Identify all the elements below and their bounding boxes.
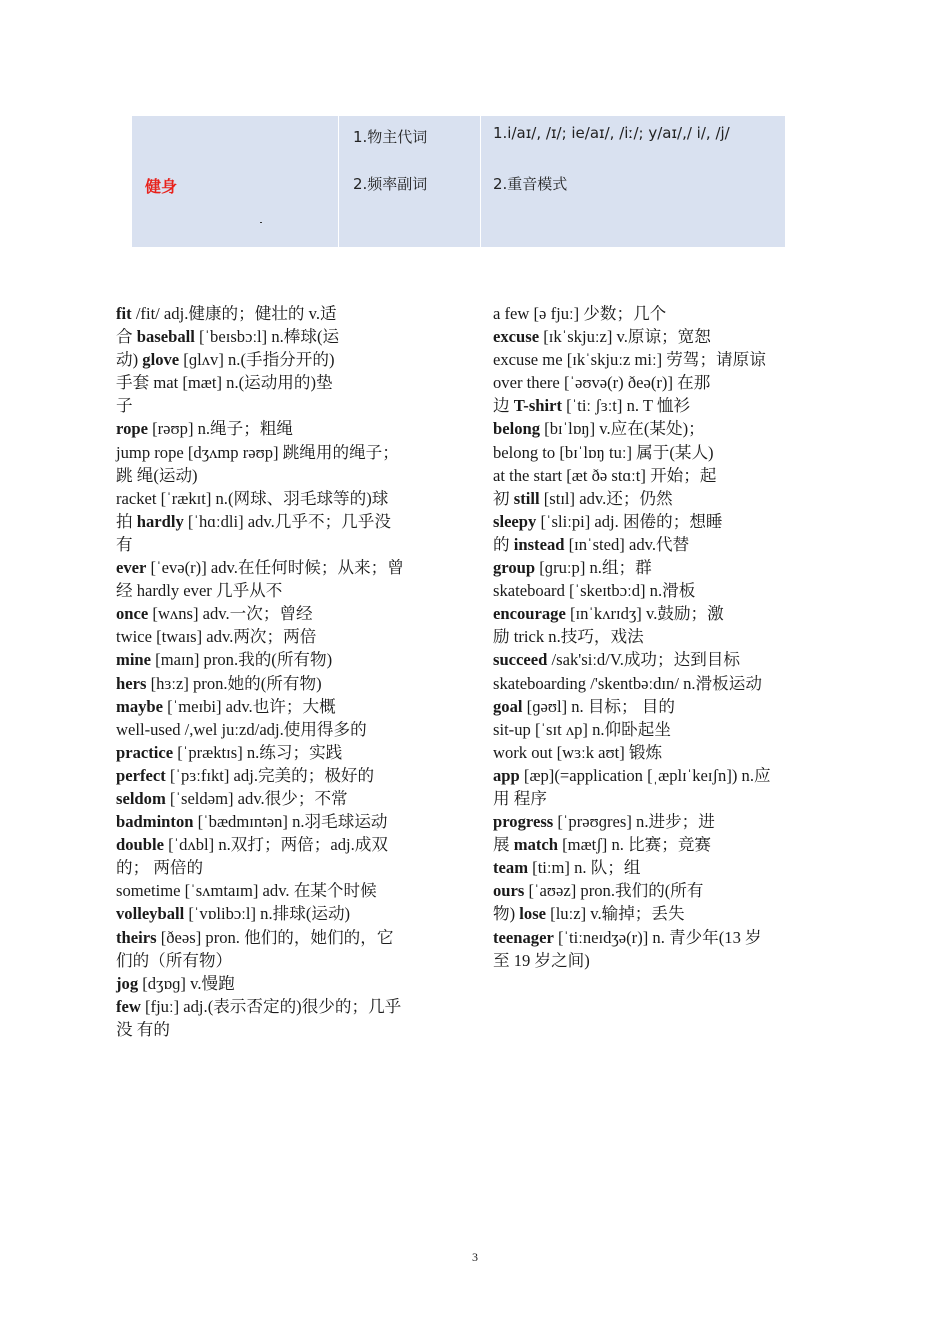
- definition: [mætʃ] n. 比赛；竞赛: [558, 835, 712, 855]
- definition: over there [ˈəʊvə(r) ðeə(r)] 在那: [493, 373, 711, 393]
- vocab-entry: [116, 833, 446, 879]
- vocab-entry: [116, 695, 446, 718]
- definition: excuse me [ɪkˈskjuːz miː] 劳驾；请原谅: [493, 350, 766, 370]
- vocab-line: [116, 466, 198, 485]
- definition: 的: [493, 534, 514, 554]
- definition: [æp](=application [ˌæplɪˈkeɪʃn]) n.应: [519, 765, 771, 785]
- definition: [ˈaʊəz] pron.我们的(所有: [524, 881, 704, 901]
- definition: jump rope [dʒʌmp rəʊp] 跳绳用的绳子；: [116, 442, 399, 462]
- vocab-line: [493, 327, 711, 346]
- vocab-line: [493, 489, 514, 508]
- headword: hardly: [136, 511, 184, 531]
- phonics-item: 1.i/aɪ/, /ɪ/; ie/aɪ/, /iː/; y/aɪ/,/ i/, /j/: [493, 124, 730, 142]
- vocab-line: [519, 904, 684, 923]
- headword: maybe: [116, 696, 164, 716]
- headword: group: [493, 558, 536, 578]
- vocab-line: [116, 443, 399, 462]
- definition: racket [ˈrækɪt] n.(网球、羽毛球等的)球: [116, 488, 389, 508]
- vocab-line: [116, 1020, 170, 1039]
- definition: twice [twaɪs] adv.两次；两倍: [116, 627, 317, 647]
- definition: well-used /,wel juːzd/adj.使用得多的: [116, 719, 367, 739]
- grammar-cell: [338, 116, 480, 247]
- vocab-line: [116, 627, 316, 646]
- vocab-line: [493, 697, 675, 716]
- vocab-entry: [493, 417, 819, 440]
- vocab-column-left: [116, 302, 446, 1041]
- definition: 有: [116, 534, 133, 554]
- vocab-line: [116, 951, 232, 970]
- definition: [maɪn] pron.我的(所有物): [151, 650, 333, 670]
- vocab-line: [493, 928, 762, 947]
- headword: app: [493, 765, 520, 785]
- phonics-item: 2.重音模式: [493, 175, 568, 193]
- headword: instead: [513, 534, 565, 554]
- topic-table: [132, 116, 785, 247]
- vocab-entry: [116, 487, 446, 556]
- vocab-entry: [493, 441, 819, 464]
- headword: teenager: [493, 927, 554, 947]
- definition: [ðeəs] pron. 他们的，她们的，它: [156, 927, 394, 947]
- vocab-line: [493, 627, 644, 646]
- definition: [ɪkˈskjuːz] v.原谅；宽恕: [539, 327, 711, 347]
- headword: still: [513, 488, 540, 508]
- definition: [ˈhɑːdli] adv.几乎不；几乎没: [183, 511, 391, 531]
- vocab-entry: [116, 764, 446, 787]
- vocab-entry: [116, 972, 446, 995]
- headword: team: [493, 858, 529, 878]
- vocab-entry: [116, 902, 446, 925]
- definition: [ɡruːp] n.组；群: [535, 558, 652, 578]
- definition: [ˈbeɪsbɔːl] n.棒球(运: [194, 327, 340, 347]
- vocab-line: [116, 304, 337, 323]
- vocab-entry: [116, 787, 446, 810]
- definition: [ˈvɒlibɔːl] n.排球(运动): [184, 904, 351, 924]
- vocab-entry: [493, 302, 819, 325]
- headword: volleyball: [116, 904, 185, 924]
- vocab-line: [514, 396, 690, 415]
- headword: few: [116, 996, 141, 1016]
- vocab-entry: [493, 648, 819, 671]
- vocab-column-right: [493, 302, 819, 972]
- vocab-entry: [493, 695, 819, 718]
- definition: [dʒɒɡ] v.慢跑: [138, 973, 235, 993]
- definition: 子: [116, 396, 133, 416]
- definition: 没 有的: [116, 1019, 170, 1039]
- vocab-entry: [116, 648, 446, 671]
- vocab-line: [116, 327, 137, 346]
- headword: excuse: [493, 327, 540, 347]
- page-number: 3: [472, 1250, 478, 1264]
- definition: 励 trick n.技巧，戏法: [493, 627, 644, 647]
- definition: [ˈsliːpi] adj. 困倦的；想睡: [536, 511, 723, 531]
- vocab-line: [493, 443, 714, 462]
- vocab-entry: [493, 556, 819, 579]
- vocab-line: [493, 743, 662, 762]
- vocab-entry: [493, 879, 819, 925]
- vocab-line: [116, 858, 203, 877]
- vocab-line: [493, 419, 705, 438]
- headword: practice: [116, 742, 174, 762]
- vocab-entry: [493, 926, 819, 972]
- headword: seldom: [116, 788, 166, 808]
- vocab-entry: [493, 579, 819, 602]
- definition: [ˈbædmɪntən] n.羽毛球运动: [193, 812, 388, 832]
- headword: rope: [116, 419, 148, 439]
- vocab-line: [493, 604, 724, 623]
- definition: skateboard [ˈskeɪtbɔːd] n.滑板: [493, 581, 696, 601]
- vocab-entry: [493, 764, 819, 810]
- vocab-line: [116, 720, 367, 739]
- headword: hers: [116, 673, 147, 693]
- vocab-line: [116, 928, 393, 947]
- vocab-entry: [116, 741, 446, 764]
- phonics-cell: [480, 116, 785, 247]
- vocab-line: [116, 812, 388, 831]
- definition: 物): [493, 904, 520, 924]
- definition: 跳 绳(运动): [116, 465, 198, 485]
- vocab-entry: [116, 441, 446, 487]
- vocab-entry: [116, 417, 446, 440]
- small-mark: [260, 222, 262, 223]
- vocab-entry: [116, 625, 446, 648]
- vocab-line: [116, 650, 332, 669]
- definition: [fjuː] adj.(表示否定的)很少的；几乎: [140, 996, 402, 1016]
- headword: glove: [142, 350, 180, 370]
- vocab-entry: [116, 926, 446, 972]
- definition: at the start [æt ðə stɑːt] 开始；起: [493, 465, 717, 485]
- definition: [luːz] v.输掉；丢失: [546, 904, 685, 924]
- vocab-line: [137, 512, 391, 531]
- headword: ours: [493, 881, 525, 901]
- definition: [ˈmeɪbi] adv.也许；大概: [163, 696, 336, 716]
- topic-cell: [132, 116, 338, 247]
- vocab-line: [514, 835, 711, 854]
- headword: encourage: [493, 604, 566, 624]
- headword: T-shirt: [513, 396, 563, 416]
- vocab-entry: [116, 672, 446, 695]
- headword: baseball: [136, 327, 195, 347]
- vocab-line: [116, 881, 377, 900]
- vocab-line: [116, 997, 401, 1016]
- headword: double: [116, 835, 164, 855]
- definition: skateboarding /'skentbəːdɪn/ n.滑板运动: [493, 673, 762, 693]
- vocab-line: [493, 466, 716, 485]
- vocab-line: [116, 581, 282, 600]
- definition: 手套 mat [mæt] n.(运动用的)垫: [116, 373, 333, 393]
- vocab-entry: [116, 302, 446, 417]
- vocab-line: [493, 812, 715, 831]
- vocab-line: [116, 974, 235, 993]
- vocab-line: [116, 766, 374, 785]
- vocab-entry: [116, 995, 446, 1041]
- vocab-entry: [493, 810, 819, 856]
- definition: [ˈtiː ʃɜːt] n. T 恤衫: [562, 396, 691, 416]
- definition: 边: [493, 396, 514, 416]
- vocab-line: [137, 327, 339, 346]
- headword: progress: [493, 812, 554, 832]
- definition: sometime [ˈsʌmtaɪm] adv. 在某个时候: [116, 881, 377, 901]
- vocab-line: [493, 789, 547, 808]
- vocab-line: [116, 396, 133, 415]
- definition: [stɪl] adv.还；仍然: [539, 488, 673, 508]
- vocab-entry: [116, 879, 446, 902]
- definition: 合: [116, 327, 137, 347]
- vocab-line: [493, 581, 695, 600]
- vocab-entry: [493, 741, 819, 764]
- definition: [ˈseldəm] adv.很少；不常: [165, 788, 348, 808]
- vocab-line: [116, 743, 342, 762]
- definition: [ɪnˈsted] adv.代替: [564, 534, 690, 554]
- definition: 展: [493, 835, 514, 855]
- headword: succeed: [493, 650, 548, 670]
- definition: 拍: [116, 511, 137, 531]
- definition: [tiːm] n. 队；组: [528, 858, 641, 878]
- vocab-entry: [493, 348, 819, 371]
- vocab-line: [493, 396, 514, 415]
- vocab-line: [142, 350, 334, 369]
- vocab-line: [493, 558, 652, 577]
- definition: belong to [bɪˈlɒŋ tuː] 属于(某人): [493, 442, 714, 462]
- vocab-line: [116, 558, 404, 577]
- headword: lose: [519, 904, 547, 924]
- grammar-item: 1.物主代词: [353, 128, 428, 146]
- headword: fit: [116, 304, 132, 323]
- vocab-line: [116, 419, 293, 438]
- headword: goal: [493, 696, 523, 716]
- definition: [ˈevə(r)] adv.在任何时候；从来；曾: [146, 558, 404, 578]
- vocab-line: [493, 766, 771, 785]
- definition: a few [ə fjuː] 少数；几个: [493, 304, 667, 323]
- definition: [rəʊp] n.绳子；粗绳: [147, 419, 294, 439]
- vocab-entry: [493, 856, 819, 879]
- grammar-item: 2.频率副词: [353, 175, 428, 193]
- vocab-line: [116, 373, 333, 392]
- vocab-line: [493, 535, 514, 554]
- vocab-entry: [493, 602, 819, 648]
- definition: [ˈpɜːfɪkt] adj.完美的；极好的: [165, 765, 375, 785]
- definition: [ˈdʌbl] n.双打；两倍；adj.成双: [163, 835, 388, 855]
- vocab-entry: [116, 602, 446, 625]
- definition: [ɡlʌv] n.(手指分开的): [179, 350, 335, 370]
- vocab-entry: [493, 718, 819, 741]
- definition: /fit/ adj.健康的；健壮的 v.适: [131, 304, 337, 323]
- headword: once: [116, 604, 149, 624]
- vocab-entry: [493, 464, 819, 510]
- vocab-line: [493, 904, 519, 923]
- definition: 经 hardly ever 几乎从不: [116, 581, 283, 601]
- vocab-line: [514, 489, 673, 508]
- vocab-line: [493, 835, 514, 854]
- headword: ever: [116, 558, 147, 578]
- vocab-line: [116, 535, 133, 554]
- definition: work out [wɜːk aʊt] 锻炼: [493, 742, 663, 762]
- vocab-line: [493, 512, 723, 531]
- definition: [hɜːz] pron.她的(所有物): [146, 673, 322, 693]
- topic-title: 健身: [145, 177, 178, 196]
- vocab-entry: [116, 810, 446, 833]
- definition: [ɡəʊl] n. 目标； 目的: [522, 696, 675, 716]
- definition: 至 19 岁之间): [493, 950, 590, 970]
- vocab-line: [493, 304, 666, 323]
- vocab-line: [116, 350, 142, 369]
- definition: [bɪˈlɒŋ] v.应在(某处)；: [540, 419, 705, 439]
- definition: 初: [493, 488, 514, 508]
- definition: 的； 两倍的: [116, 858, 204, 878]
- vocab-line: [116, 789, 348, 808]
- vocab-line: [116, 489, 388, 508]
- vocab-line: [514, 535, 689, 554]
- vocab-line: [493, 650, 740, 669]
- definition: [ˈpræktɪs] n.练习；实践: [173, 742, 343, 762]
- headword: match: [513, 835, 558, 855]
- vocab-line: [493, 858, 640, 877]
- definition: [ˈtiːneɪdʒə(r)] n. 青少年(13 岁: [553, 927, 762, 947]
- vocab-entry: [116, 718, 446, 741]
- headword: perfect: [116, 765, 166, 785]
- headword: mine: [116, 650, 152, 670]
- vocab-line: [493, 720, 671, 739]
- vocab-entry: [493, 510, 819, 556]
- headword: badminton: [116, 812, 194, 832]
- vocab-line: [493, 373, 710, 392]
- headword: jog: [116, 973, 139, 993]
- vocab-line: [493, 951, 590, 970]
- definition: 们的（所有物）: [116, 950, 233, 970]
- vocab-entry: [493, 325, 819, 348]
- vocab-line: [116, 697, 336, 716]
- vocab-line: [116, 512, 137, 531]
- definition: /sak'siːd/V.成功；达到目标: [547, 650, 740, 670]
- definition: [ˈprəʊɡres] n.进步；进: [553, 812, 715, 832]
- vocab-entry: [493, 371, 819, 417]
- definition: [wʌns] adv.一次；曾经: [148, 604, 313, 624]
- vocab-line: [116, 604, 313, 623]
- vocab-entry: [493, 672, 819, 695]
- headword: belong: [493, 419, 541, 439]
- vocab-line: [493, 350, 766, 369]
- vocab-line: [493, 881, 704, 900]
- headword: sleepy: [493, 511, 537, 531]
- definition: [ɪnˈkʌrɪdʒ] v.鼓励；激: [565, 604, 724, 624]
- headword: theirs: [116, 927, 157, 947]
- vocab-line: [116, 674, 322, 693]
- definition: 用 程序: [493, 788, 547, 808]
- vocab-line: [116, 904, 350, 923]
- vocab-entry: [116, 556, 446, 602]
- definition: sit-up [ˈsɪt ʌp] n.仰卧起坐: [493, 719, 671, 739]
- vocab-line: [493, 674, 762, 693]
- vocab-line: [116, 835, 388, 854]
- definition: 动): [116, 350, 143, 370]
